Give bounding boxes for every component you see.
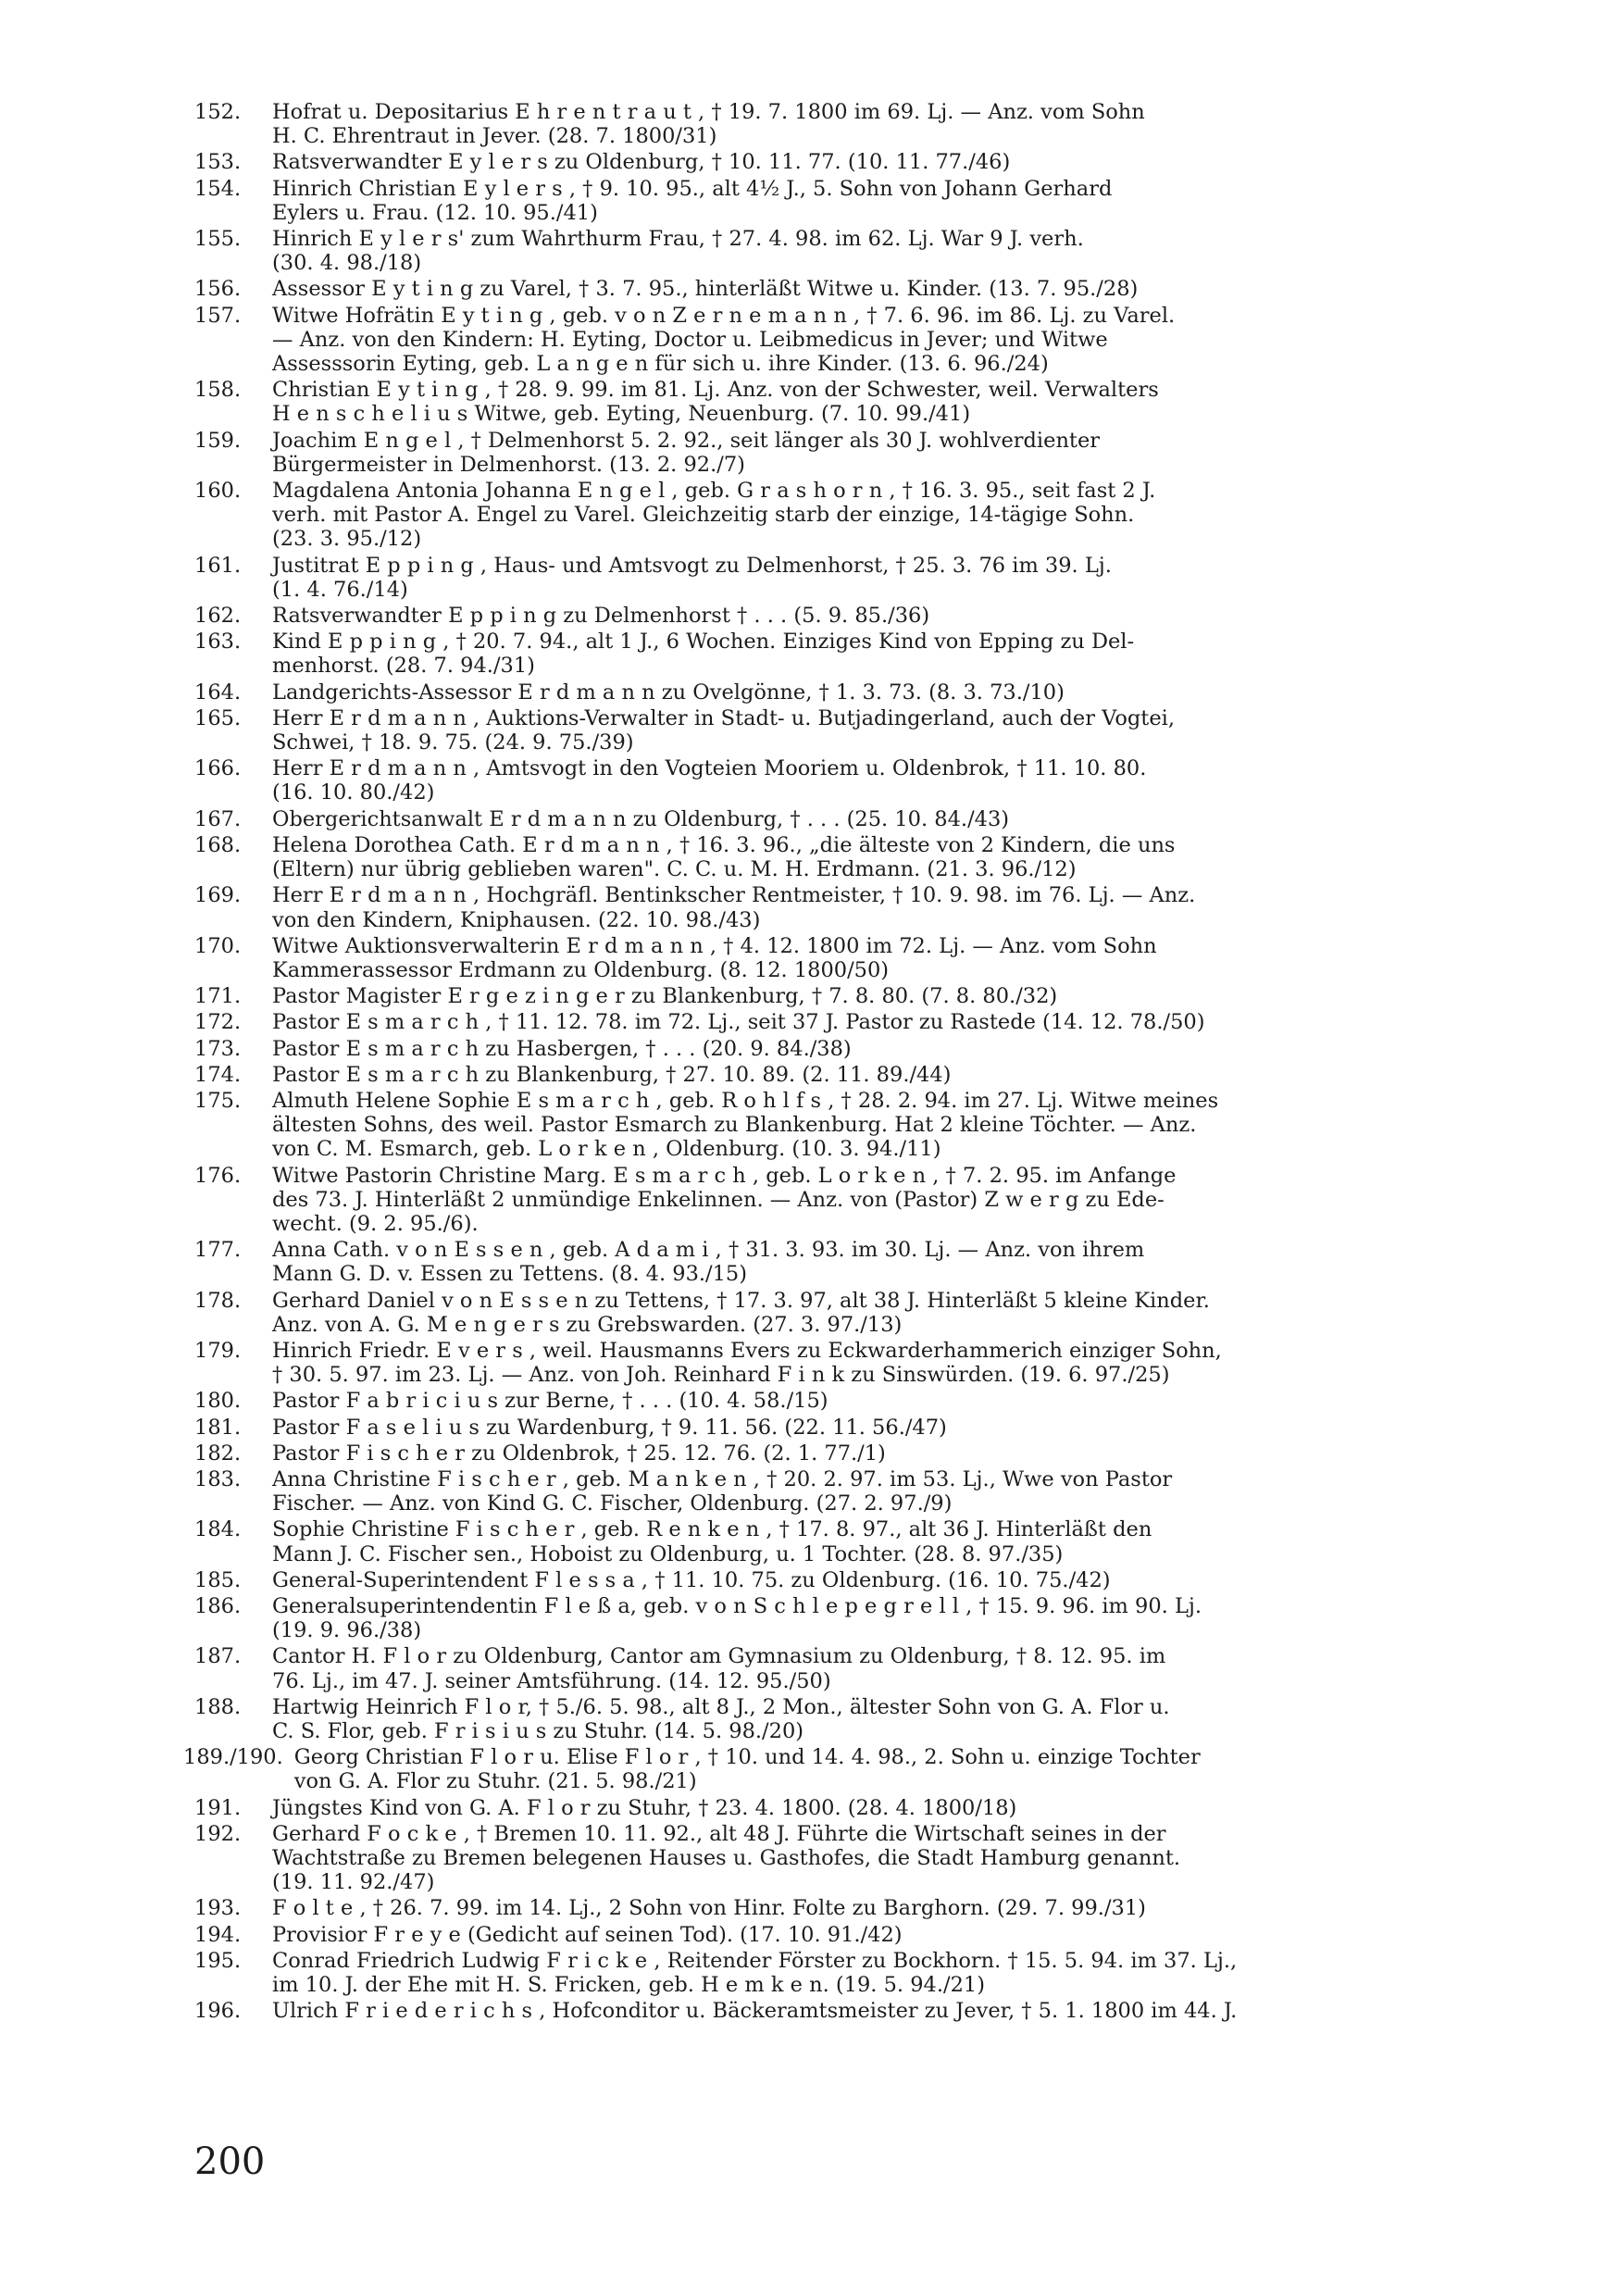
entry-number: 196. [194, 1999, 242, 2024]
entry-line: (23. 3. 95./12) [272, 527, 422, 552]
entry-43 [194, 1999, 1398, 2023]
entry-12 [194, 680, 1398, 705]
entry-text [272, 100, 1398, 148]
entry-number: 177. [194, 1238, 242, 1263]
page-number: 200 [194, 2140, 266, 2183]
entry-line: Assessor E y t i n g zu Varel, † 3. 7. 95., hinterläßt Witwe u. Kinder. (13. 7. 95./28) [272, 277, 1139, 302]
entry-number: 173. [194, 1036, 242, 1061]
entry-line: Witwe Hofrätin E y t i n g , geb. v o n Z e r n e m a n n , † 7. 6. 96. im 86. Lj. zu Varel. [272, 303, 1176, 328]
entry-line: Hofrat u. Depositarius E h r e n t r a u t , † 19. 7. 1800 im 69. Lj. — Anz. vom Sohn [272, 100, 1145, 124]
entry-number: 159. [194, 428, 242, 453]
entry-text [272, 1238, 1398, 1286]
entry-text [272, 429, 1398, 477]
entry-line: Hinrich Christian E y l e r s , † 9. 10. 95., alt 4½ J., 5. Sohn von Johann Gerhard [272, 176, 1113, 201]
entry-line: Georg Christian F l o r u. Elise F l o r , † 10. und 14. 4. 98., 2. Sohn u. einzige Tochter [293, 1745, 1201, 1770]
entry-number: 165. [194, 705, 242, 730]
entry-line: Herr E r d m a n n , Hochgräfl. Bentinkscher Rentmeister, † 10. 9. 98. im 76. Lj. — Anz. [272, 883, 1196, 908]
entry-line: Sophie Christine F i s c h e r , geb. R e n k e n , † 17. 8. 97., alt 36 J. Hinterläßt den [272, 1517, 1152, 1542]
entry-41 [194, 1923, 1398, 1947]
entry-number: 170. [194, 933, 242, 958]
entry-number: 166. [194, 756, 242, 781]
entry-number: 175. [194, 1088, 242, 1113]
entry-line: Schwei, † 18. 9. 75. (24. 9. 75./39) [272, 730, 634, 755]
entry-line: Conrad Friedrich Ludwig F r i c k e , Reitender Förster zu Bockhorn. † 15. 5. 94. im 37. Lj., [272, 1948, 1238, 1973]
entry-line: Pastor E s m a r c h zu Hasbergen, † . . . (20. 9. 84./38) [272, 1036, 852, 1061]
entry-text [272, 304, 1398, 377]
entry-4 [194, 277, 1398, 301]
entry-line: C. S. Flor, geb. F r i s i u s zu Stuhr. (14. 5. 98./20) [272, 1719, 804, 1743]
entry-text [272, 1822, 1398, 1895]
entry-text [272, 1568, 1398, 1592]
entry-line: Joachim E n g e l , † Delmenhorst 5. 2. 92., seit länger als 30 J. wohlverdienter [272, 428, 1101, 453]
entry-line: (Eltern) nur übrig geblieben waren". C. C. u. M. H. Erdmann. (21. 3. 96./12) [272, 857, 1077, 882]
entry-number: 172. [194, 1010, 242, 1035]
entry-38 [194, 1796, 1398, 1820]
entry-line: — Anz. von den Kindern: H. Eyting, Doctor u. Leibmedicus in Jever; und Witwe [272, 327, 1108, 352]
entry-line: im 10. J. der Ehe mit H. S. Fricken, geb. H e m k e n. (19. 5. 94./21) [272, 1973, 985, 1998]
entry-number: 191. [194, 1795, 242, 1820]
entry-text [272, 706, 1398, 755]
entry-text [272, 630, 1398, 678]
entry-line: † 30. 5. 97. im 23. Lj. — Anz. von Joh. Reinhard F i n k zu Sinswürden. (19. 6. 97./25) [272, 1363, 1170, 1388]
entry-text [272, 807, 1398, 831]
entry-line: Jüngstes Kind von G. A. F l o r zu Stuhr, † 23. 4. 1800. (28. 4. 1800/18) [272, 1795, 1017, 1820]
entry-number: 162. [194, 604, 242, 629]
entry-40 [194, 1896, 1398, 1920]
entry-text [272, 1695, 1398, 1743]
entry-text [272, 1594, 1398, 1642]
entry-line: Magdalena Antonia Johanna E n g e l , geb. G r a s h o r n , † 16. 3. 95., seit fast 2 J. [272, 479, 1156, 504]
entry-line: Wachtstraße zu Bremen belegenen Hauses u. Gasthofes, die Stadt Hamburg genannt. [272, 1846, 1181, 1871]
entry-line: des 73. J. Hinterläßt 2 unmündige Enkelinnen. — Anz. von (Pastor) Z w e r g zu Ede- [272, 1187, 1165, 1212]
entry-line: Mann G. D. v. Essen zu Tettens. (8. 4. 93./15) [272, 1262, 748, 1287]
entry-number: 186. [194, 1593, 242, 1618]
entry-32 [194, 1517, 1398, 1566]
entry-line: Generalsuperintendentin F l e ß a, geb. v o n S c h l e p e g r e l l , † 15. 9. 96. im 90. Lj. [272, 1593, 1202, 1618]
entry-line: (19. 11. 92./47) [272, 1870, 435, 1895]
entry-line: Mann J. C. Fischer sen., Hoboist zu Oldenburg, u. 1 Tochter. (28. 8. 97./35) [272, 1541, 1064, 1566]
entry-number: 160. [194, 479, 242, 504]
entry-number: 194. [194, 1922, 242, 1947]
entry-39 [194, 1822, 1398, 1895]
entry-number: 193. [194, 1896, 242, 1921]
entry-number: 182. [194, 1441, 242, 1466]
entry-line: ältesten Sohns, des weil. Pastor Esmarch zu Blankenburg. Hat 2 kleine Töchter. — Anz. [272, 1113, 1197, 1138]
entry-text [272, 1949, 1398, 1997]
entry-line: Bürgermeister in Delmenhorst. (13. 2. 92./7) [272, 452, 745, 477]
entry-line: Pastor E s m a r c h zu Blankenburg, † 27. 10. 89. (2. 11. 89./44) [272, 1062, 952, 1087]
entry-line: Kammerassessor Erdmann zu Oldenburg. (8. 12. 1800/50) [272, 957, 890, 982]
entry-text [272, 756, 1398, 805]
entry-28 [194, 1389, 1398, 1413]
entry-number: 161. [194, 553, 242, 578]
entry-line: Gerhard Daniel v o n E s s e n zu Tettens, † 17. 3. 97, alt 38 J. Hinterläßt 5 kleine Kinder. [272, 1288, 1210, 1313]
entry-text [272, 680, 1398, 705]
entry-number: 192. [194, 1821, 242, 1846]
entry-line: H. C. Ehrentraut in Jever. (28. 7. 1800/31) [272, 124, 717, 149]
entry-14 [194, 756, 1398, 805]
entry-17 [194, 883, 1398, 931]
entry-text [272, 833, 1398, 881]
entry-text [272, 1416, 1398, 1440]
entry-line: Gerhard F o c k e , † Bremen 10. 11. 92., alt 48 J. Führte die Wirtschaft seines in der [272, 1821, 1166, 1846]
entry-33 [194, 1568, 1398, 1592]
entry-42 [194, 1949, 1398, 1997]
entry-27 [194, 1339, 1398, 1387]
obituary-list [183, 100, 1398, 2025]
entry-line: F o l t e , † 26. 7. 99. im 14. Lj., 2 Sohn von Hinr. Folte zu Barghorn. (29. 7. 99./31) [272, 1896, 1146, 1921]
entry-25 [194, 1238, 1398, 1286]
entry-text [272, 479, 1398, 552]
entry-text [272, 1517, 1398, 1566]
entry-number: 157. [194, 303, 242, 328]
entry-1 [194, 150, 1398, 174]
entry-line: General-Superintendent F l e s s a , † 11. 10. 75. zu Oldenburg. (16. 10. 75./42) [272, 1567, 1111, 1592]
entry-line: Witwe Auktionsverwalterin E r d m a n n , † 4. 12. 1800 im 72. Lj. — Anz. vom Sohn [272, 933, 1157, 958]
entry-8 [194, 479, 1398, 552]
entry-text [272, 934, 1398, 982]
entry-0 [194, 100, 1398, 148]
entry-text [272, 984, 1398, 1008]
entry-19 [194, 984, 1398, 1008]
entry-line: verh. mit Pastor A. Engel zu Varel. Gleichzeitig starb der einzige, 14-tägige Sohn. [272, 503, 1135, 528]
entry-number: 164. [194, 680, 242, 705]
entry-number: 179. [194, 1338, 242, 1363]
entry-line: Cantor H. F l o r zu Oldenburg, Cantor am Gymnasium zu Oldenburg, † 8. 12. 95. im [272, 1644, 1166, 1669]
entry-34 [194, 1594, 1398, 1642]
entry-line: von den Kindern, Kniphausen. (22. 10. 98./43) [272, 907, 761, 932]
entry-number: 176. [194, 1163, 242, 1188]
entry-22 [194, 1063, 1398, 1087]
entry-5 [194, 304, 1398, 377]
entry-15 [194, 807, 1398, 831]
entry-2 [194, 177, 1398, 225]
entry-number: 152. [194, 100, 242, 124]
entry-number: 181. [194, 1415, 242, 1440]
entry-number: 189./190. [183, 1745, 283, 1770]
entry-line: Ratsverwandter E p p i n g zu Delmenhorst † . . . (5. 9. 85./36) [272, 604, 930, 629]
entry-line: Anz. von A. G. M e n g e r s zu Grebswarden. (27. 3. 97./13) [272, 1312, 903, 1337]
entry-line: Ratsverwandter E y l e r s zu Oldenburg, † 10. 11. 77. (10. 11. 77./46) [272, 150, 1011, 175]
entry-number: 155. [194, 227, 242, 252]
entry-number: 154. [194, 176, 242, 201]
entry-number: 167. [194, 806, 242, 831]
entry-line: Landgerichts-Assessor E r d m a n n zu Ovelgönne, † 1. 3. 73. (8. 3. 73./10) [272, 680, 1065, 705]
entry-31 [194, 1467, 1398, 1516]
entry-line: Helena Dorothea Cath. E r d m a n n , † 16. 3. 96., „die älteste von 2 Kindern, die uns [272, 832, 1176, 857]
entry-text [272, 883, 1398, 931]
entry-line: 76. Lj., im 47. J. seiner Amtsführung. (14. 12. 95./50) [272, 1668, 831, 1693]
entry-line: Pastor Magister E r g e z i n g e r zu Blankenburg, † 7. 8. 80. (7. 8. 80./32) [272, 984, 1058, 1009]
entry-text [272, 1089, 1398, 1162]
entry-line: von C. M. Esmarch, geb. L o r k e n , Oldenburg. (10. 3. 94./11) [272, 1137, 941, 1162]
entry-number: 178. [194, 1288, 242, 1313]
entry-30 [194, 1441, 1398, 1466]
entry-13 [194, 706, 1398, 755]
entry-line: wecht. (9. 2. 95./6). [272, 1211, 479, 1236]
entry-number: 187. [194, 1644, 242, 1669]
entry-number: 188. [194, 1694, 242, 1719]
entry-number: 174. [194, 1062, 242, 1087]
entry-line: Kind E p p i n g , † 20. 7. 94., alt 1 J., 6 Wochen. Einziges Kind von Epping zu Del- [272, 630, 1135, 655]
entry-11 [194, 630, 1398, 678]
entry-23 [194, 1089, 1398, 1162]
entry-line: Ulrich F r i e d e r i c h s , Hofconditor u. Bäckeramtsmeister zu Jever, † 5. 1. 1800 im 44. J. [272, 1999, 1238, 2024]
entry-line: Herr E r d m a n n , Amtsvogt in den Vogteien Mooriem u. Oldenbrok, † 11. 10. 80. [272, 756, 1147, 781]
entry-line: Christian E y t i n g , † 28. 9. 99. im 81. Lj. Anz. von der Schwester, weil. Verwalters [272, 378, 1159, 403]
entry-29 [194, 1416, 1398, 1440]
entry-text [272, 1923, 1398, 1947]
entry-line: Fischer. — Anz. von Kind G. C. Fischer, Oldenburg. (27. 2. 97./9) [272, 1491, 953, 1516]
entry-line: Hinrich Friedr. E v e r s , weil. Hausmanns Evers zu Eckwarderhammerich einziger Sohn, [272, 1338, 1222, 1363]
entry-number: 153. [194, 150, 242, 175]
entry-text [272, 1289, 1398, 1337]
entry-21 [194, 1037, 1398, 1061]
entry-16 [194, 833, 1398, 881]
entry-line: Hinrich E y l e r s' zum Wahrthurm Frau, † 27. 4. 98. im 62. Lj. War 9 J. verh. [272, 227, 1084, 252]
entry-line: Pastor F a s e l i u s zu Wardenburg, † 9. 11. 56. (22. 11. 56./47) [272, 1415, 947, 1440]
entry-text [272, 150, 1398, 174]
entry-text [272, 1644, 1398, 1692]
entry-24 [194, 1164, 1398, 1237]
entry-9 [194, 554, 1398, 602]
entry-number: 171. [194, 984, 242, 1009]
entry-26 [194, 1289, 1398, 1337]
entry-number: 169. [194, 883, 242, 908]
entry-36 [194, 1695, 1398, 1743]
entry-line: Provisior F r e y e (Gedicht auf seinen Tod). (17. 10. 91./42) [272, 1922, 903, 1947]
entry-number: 156. [194, 277, 242, 302]
entry-text [272, 1164, 1398, 1237]
entry-line: Justitrat E p p i n g , Haus- und Amtsvogt zu Delmenhorst, † 25. 3. 76 im 39. Lj. [272, 553, 1112, 578]
entry-text [272, 604, 1398, 628]
entry-text [272, 1896, 1398, 1920]
entry-line: (1. 4. 76./14) [272, 577, 408, 602]
entry-number: 195. [194, 1948, 242, 1973]
entry-text [272, 1999, 1398, 2023]
entry-line: Pastor F i s c h e r zu Oldenbrok, † 25. 12. 76. (2. 1. 77./1) [272, 1441, 886, 1466]
entry-line: H e n s c h e l i u s Witwe, geb. Eyting, Neuenburg. (7. 10. 99./41) [272, 402, 971, 427]
entry-number: 180. [194, 1389, 242, 1414]
entry-line: von G. A. Flor zu Stuhr. (21. 5. 98./21) [293, 1769, 697, 1794]
entry-number: 158. [194, 378, 242, 403]
entry-text [272, 1010, 1398, 1034]
entry-text [272, 554, 1398, 602]
entry-37 [183, 1745, 1398, 1794]
entry-text [272, 1796, 1398, 1820]
entry-text [272, 378, 1398, 426]
entry-text [272, 227, 1398, 275]
entry-line: Assesssorin Eyting, geb. L a n g e n für sich u. ihre Kinder. (13. 6. 96./24) [272, 352, 1049, 377]
entry-number: 185. [194, 1567, 242, 1592]
entry-line: Hartwig Heinrich F l o r, † 5./6. 5. 98., alt 8 J., 2 Mon., ältester Sohn von G. A. Flor u. [272, 1694, 1170, 1719]
entry-line: Herr E r d m a n n , Auktions-Verwalter in Stadt- u. Butjadingerland, auch der Vogtei, [272, 705, 1175, 730]
entry-text [294, 1745, 1398, 1793]
entry-3 [194, 227, 1398, 275]
entry-line: (19. 9. 96./38) [272, 1618, 422, 1643]
entry-18 [194, 934, 1398, 982]
entry-7 [194, 429, 1398, 477]
entry-text [272, 1063, 1398, 1087]
entry-20 [194, 1010, 1398, 1034]
entry-text [272, 277, 1398, 301]
entry-line: Pastor E s m a r c h , † 11. 12. 78. im 72. Lj., seit 37 J. Pastor zu Rastede (14. 12. 78./50) [272, 1010, 1205, 1035]
entry-number: 184. [194, 1517, 242, 1542]
entry-text [272, 1037, 1398, 1061]
entry-line: Eylers u. Frau. (12. 10. 95./41) [272, 200, 598, 225]
entry-line: Obergerichtsanwalt E r d m a n n zu Oldenburg, † . . . (25. 10. 84./43) [272, 806, 1010, 831]
entry-line: Anna Cath. v o n E s s e n , geb. A d a m i , † 31. 3. 93. im 30. Lj. — Anz. von ihrem [272, 1238, 1145, 1263]
entry-line: Almuth Helene Sophie E s m a r c h , geb. R o h l f s , † 28. 2. 94. im 27. Lj. Witwe meines [272, 1088, 1219, 1113]
entry-line: Witwe Pastorin Christine Marg. E s m a r c h , geb. L o r k e n , † 7. 2. 95. im Anfange [272, 1163, 1177, 1188]
entry-text [272, 1339, 1398, 1387]
entry-number: 163. [194, 630, 242, 655]
entry-10 [194, 604, 1398, 628]
entry-line: Anna Christine F i s c h e r , geb. M a n k e n , † 20. 2. 97. im 53. Lj., Wwe von Pastor [272, 1466, 1173, 1491]
entry-line: (30. 4. 98./18) [272, 251, 422, 276]
entry-text [272, 1441, 1398, 1466]
entry-number: 183. [194, 1466, 242, 1491]
entry-line: menhorst. (28. 7. 94./31) [272, 654, 535, 679]
entry-text [272, 177, 1398, 225]
entry-6 [194, 378, 1398, 426]
entry-line: Pastor F a b r i c i u s zur Berne, † . . . (10. 4. 58./15) [272, 1389, 828, 1414]
entry-text [272, 1467, 1398, 1516]
entry-number: 168. [194, 832, 242, 857]
entry-text [272, 1389, 1398, 1413]
entry-35 [194, 1644, 1398, 1692]
entry-line: (16. 10. 80./42) [272, 780, 435, 805]
